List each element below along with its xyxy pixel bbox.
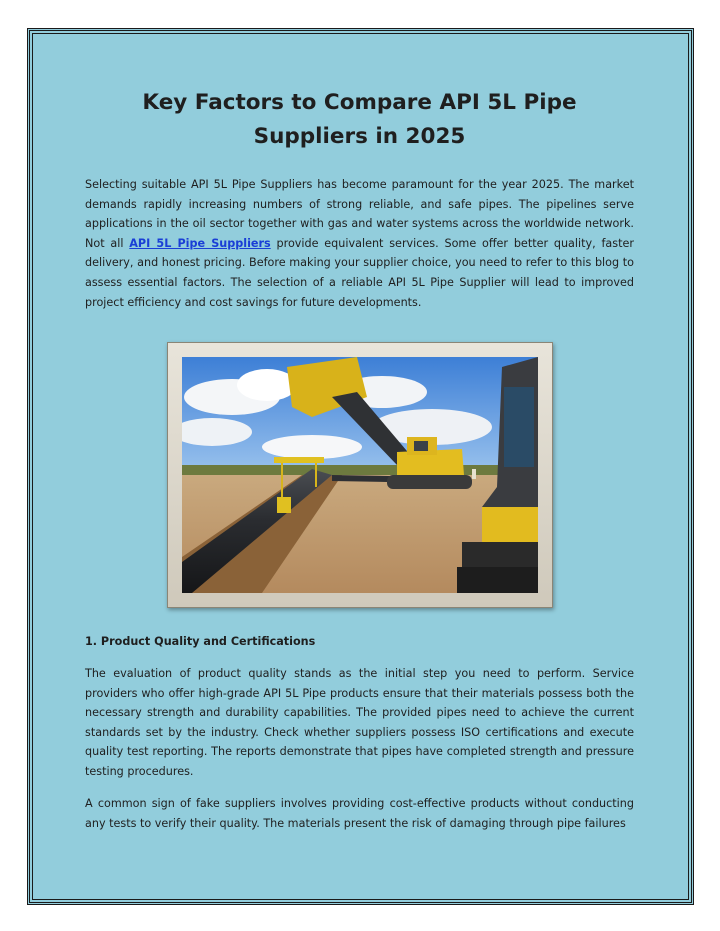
pipeline-photo-illustration — [182, 357, 538, 593]
pipeline-construction-photo — [182, 357, 538, 593]
section-1-paragraph-2: A common sign of fake suppliers involves providing cost-effective products without conducting any tests to verify their quality. The materials present the risk of damaging through pipe failures — [85, 797, 634, 830]
document-title: Key Factors to Compare API 5L Pipe Suppliers in 2025 — [142, 90, 577, 149]
section-1-paragraph-1: The evaluation of product quality stands as the initial step you need to perform. Service providers who offer high-grade API 5L Pipe products ensure that their materials possess both the necessary strength and durability capabilities. The provided pipes need to achieve the current standards set by the industry. Check whether suppliers possess ISO certifications and execute quality test reporting. The reports demonstrate that pipes have completed strength and pressure testing procedures. — [85, 667, 634, 778]
api-5l-pipe-suppliers-link[interactable]: API 5L Pipe Suppliers — [129, 236, 271, 250]
photo-frame — [167, 342, 553, 608]
intro-text-before-link: Selecting suitable API 5L Pipe Suppliers has become paramount for the year 2025. The market demands rapidly increasing numbers of strong reliable, and safe pipes. The pipelines serve applications in the oil sector together with gas and water systems across the worldwide network. Not all — [85, 178, 634, 250]
intro-paragraph — [85, 175, 634, 312]
section-1-heading: 1. Product Quality and Certifications — [85, 635, 316, 648]
intro-text-after-link: provide equivalent services. Some offer better quality, faster delivery, and honest pricing. Before making your supplier choice, you need to refer to this blog to assess essential factors. The selection of a reliable API 5L Pipe Supplier will lead to improved project efficiency and cost savings for future developments. — [85, 236, 634, 309]
